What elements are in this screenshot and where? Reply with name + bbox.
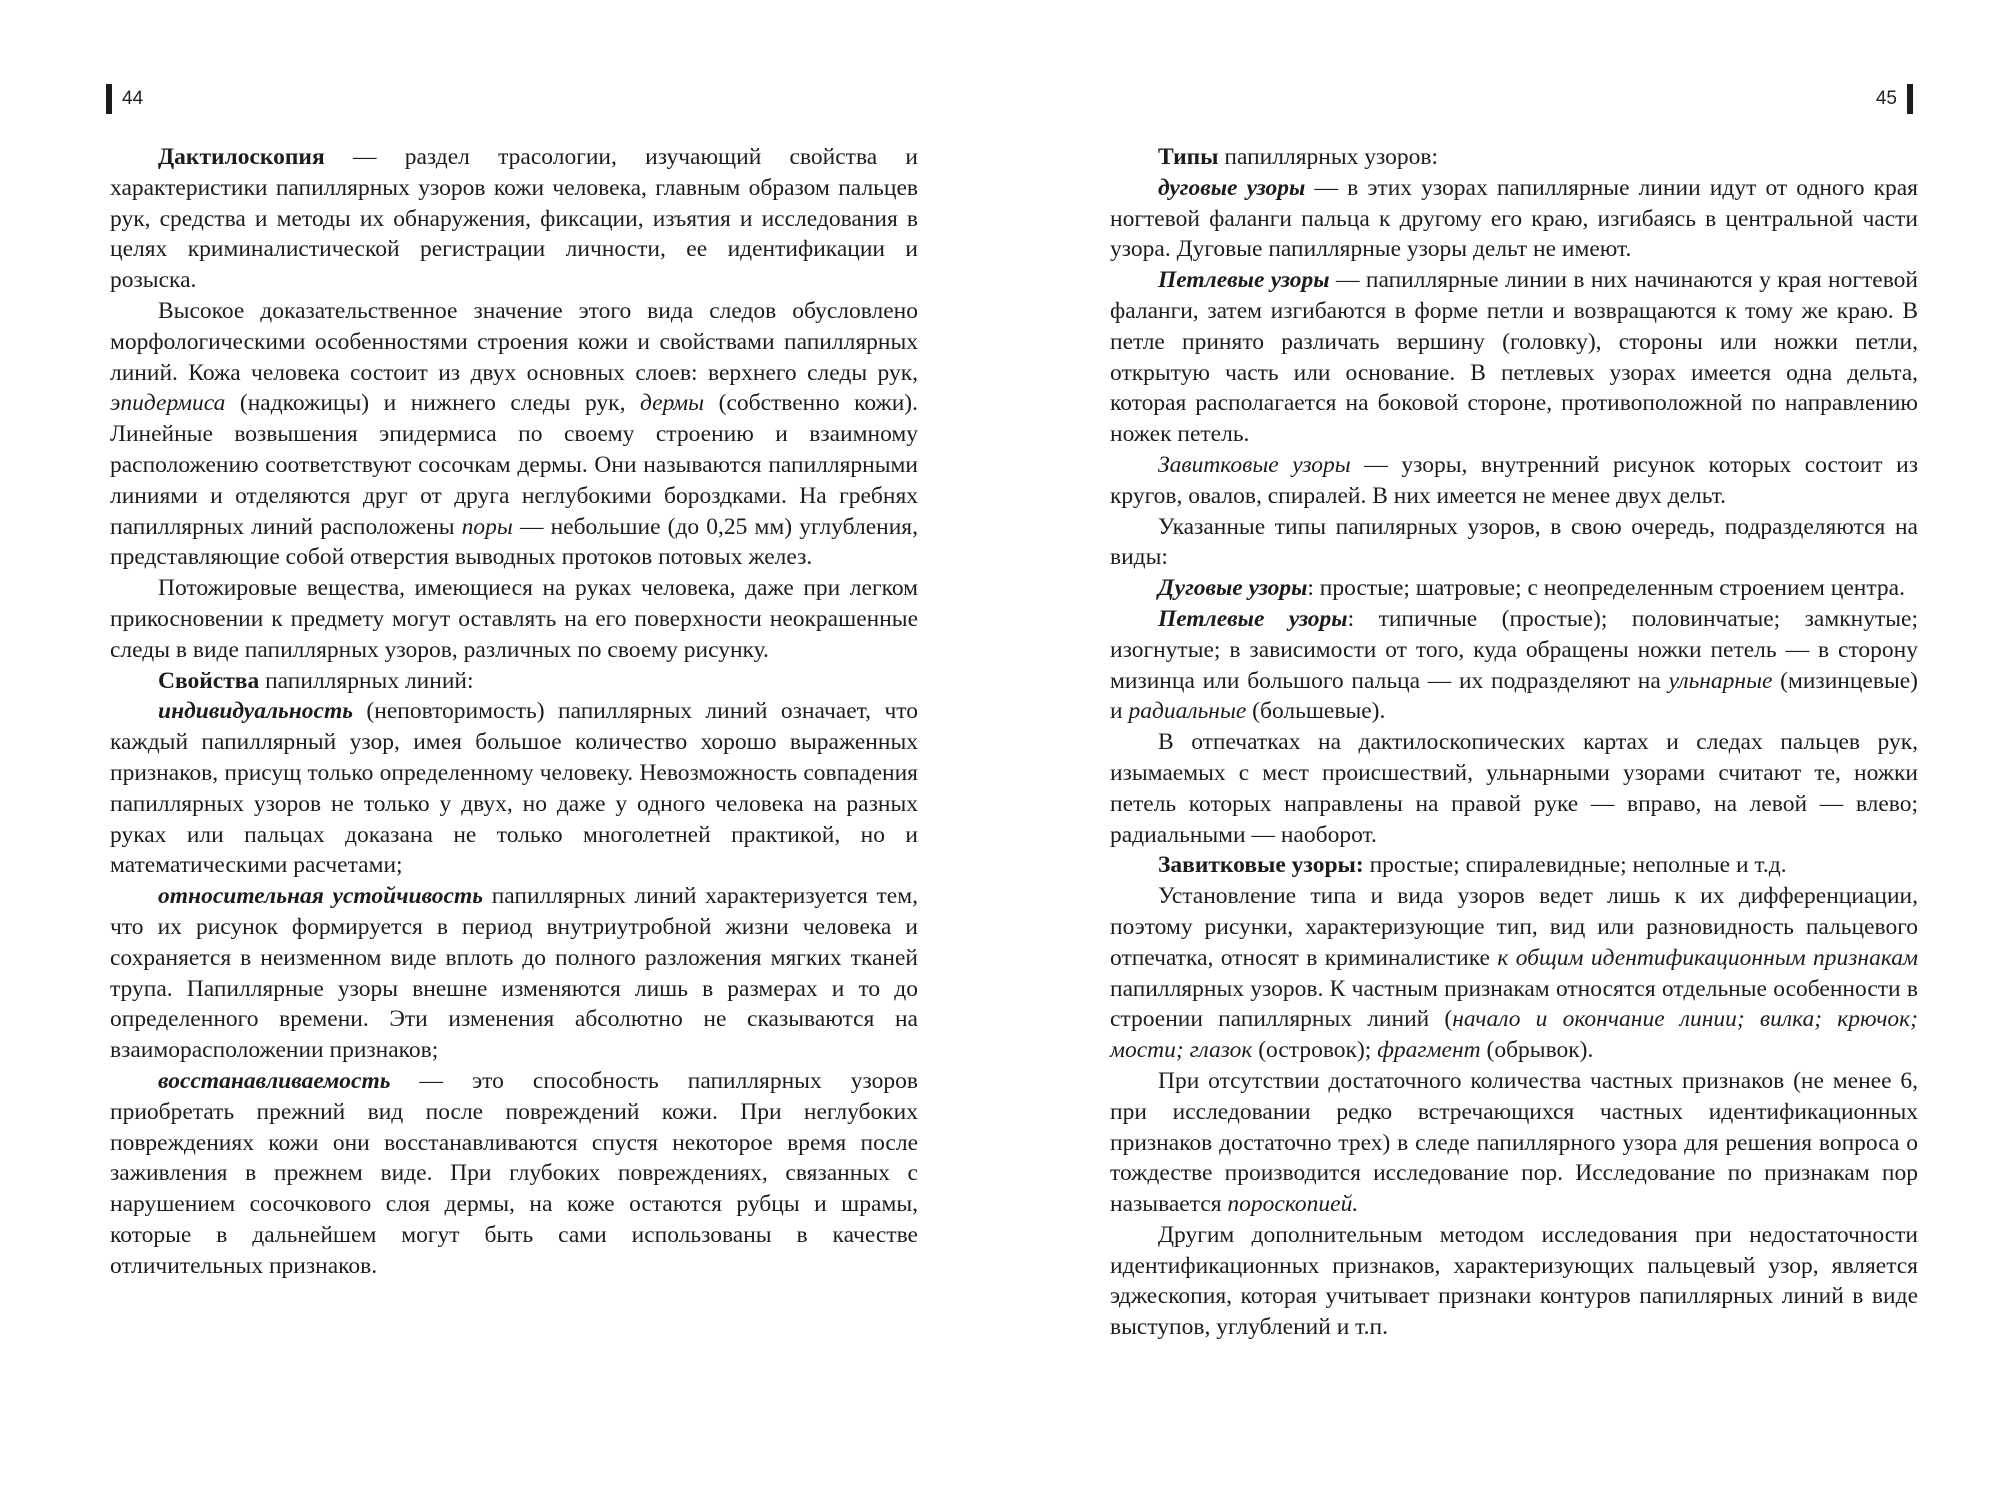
- text-run: (неповторимость) папиллярных линий означает, что каждый папиллярный узор, имея большое количество хорошо выраженных признаков, присущ только определенному человеку. Невозможность совпадения папиллярных узоров не только у двух, но даже у одного человека на разных руках или пальцах доказана не только многолетней практикой, но и математическими расчетами;: [110, 698, 918, 879]
- text-run: — в этих узорах папиллярные линии идут от одного края ногтевой фаланги пальца к другому его краю, изгибаясь в центральной части узора. Дуговые папиллярные узоры дельт не имеют.: [1110, 174, 1918, 263]
- page-number-right-text: 45: [1875, 88, 1897, 109]
- paragraph: [1110, 604, 1918, 727]
- right-page: [1000, 0, 2000, 1499]
- page-number-left-text: 44: [122, 88, 144, 109]
- term-bold: Дактилоскопия: [158, 144, 325, 170]
- text-run: папиллярных узоров. К частным признакам относятся отдельные особенности в строении папиллярных линий (: [1110, 975, 1918, 1033]
- paragraph: [110, 573, 918, 665]
- paragraph: [1110, 173, 1918, 265]
- paragraph: [110, 666, 918, 697]
- text-run: — узоры, внутренний рисунок которых состоит из кругов, овалов, спиралей. В них имеется не менее двух дельт.: [1110, 451, 1918, 509]
- text-run: : простые; шатровые; с неопределенным строением центра.: [1307, 575, 1905, 602]
- paragraph: [110, 296, 918, 573]
- folio-bar-left: [106, 84, 112, 114]
- paragraph: [110, 1066, 918, 1282]
- paragraph: [1110, 573, 1918, 604]
- text-run: При отсутствии достаточного количества частных признаков (не менее 6, при исследовании редко встречающихся частных идентификационных признаков достаточно трех) в следе папиллярного узора для решения вопроса о тождестве производится исследование пор. Исследование по признакам пор называется: [1110, 1067, 1918, 1218]
- text-run: Установление типа и вида узоров ведет лишь к их дифференциации, поэтому рисунки, характеризующие тип, вид или разновидность пальцевого отпечатка, относят в криминалистике: [1110, 883, 1918, 971]
- paragraph: [1110, 1066, 1918, 1220]
- text-run: — раздел трасологии, изучающий свойства и характеристики папиллярных узоров кожи человека, главным образом пальцев рук, средства и методы их обнаружения, фиксации, изъятия и исследования в целях криминалистической регистрации личности, ее идентификации и розыска.: [110, 144, 918, 294]
- text-run: (большевые).: [1246, 698, 1386, 725]
- paragraph: [110, 696, 918, 881]
- text-run: — папиллярные линии в них начинаются у края ногтевой фаланги, затем изгибаются в форме петли и возвращаются к тому же краю. В петле принято различать вершину (головку), стороны или ножки петли, открытую часть или основание. В петлевых узорах имеется одна дельта, которая располагается на боковой стороне, противоположной по направлению ножек петель.: [1110, 267, 1918, 448]
- text-run: простые; спиралевидные; неполные и т.д.: [1363, 852, 1787, 879]
- term-bold: индивидуальность: [158, 698, 353, 725]
- term-italic: ульнарные: [1668, 667, 1773, 694]
- term-italic: поры: [461, 513, 513, 540]
- text-run: Указанные типы папилярных узоров, в свою очередь, подразделяются на виды:: [1110, 513, 1918, 571]
- text-run: Потожировые вещества, имеющиеся на руках человека, даже при легком прикосновении к предмету могут оставлять на его поверхности неокрашенные следы в виде папиллярных узоров, различных по своему рисунку.: [110, 575, 918, 663]
- text-run: : типичные (простые); половинчатые; замкнутые; изогнутые; в зависимости от того, куда обращены ножки петель — в сторону мизинца или большого пальца — их подразделяют на: [1110, 605, 1918, 694]
- text-run: В отпечатках на дактилоскопических картах и следах пальцев рук, изымаемых с мест происшествий, ульнарными узорами считают те, ножки петель которых направлены на правой руке — вправо, на левой — влево; радиальными — наоборот.: [1110, 729, 1918, 848]
- term-bold: Петлевые узоры: [1158, 605, 1348, 632]
- right-text-column: [1110, 142, 1918, 1343]
- term-bold: относительная устойчивость: [158, 883, 484, 910]
- term-bold: Свойства: [158, 667, 260, 694]
- term-italic: фрагмент: [1377, 1037, 1481, 1064]
- term-italic: эпидермиса: [110, 390, 226, 417]
- paragraph: [1110, 1220, 1918, 1343]
- term-italic: дермы: [639, 390, 705, 417]
- paragraph: [1110, 850, 1918, 881]
- folio-bar-right: [1907, 84, 1913, 114]
- term-bold: Петлевые узоры: [1158, 267, 1330, 294]
- paragraph: [1110, 881, 1918, 1066]
- text-run: папиллярных узоров:: [1218, 144, 1439, 170]
- paragraph: [110, 881, 918, 1066]
- paragraph: [1110, 142, 1918, 173]
- paragraph: [1110, 512, 1918, 574]
- text-run: папиллярных линий:: [259, 667, 474, 694]
- text-run: (обрывок).: [1480, 1037, 1594, 1064]
- page-number-left: [106, 84, 143, 114]
- term-bold: Типы: [1158, 144, 1219, 170]
- text-run: (островок);: [1252, 1037, 1378, 1064]
- term-bold: дуговые узоры: [1158, 174, 1306, 201]
- text-run: (собственно кожи). Линейные возвышения эпидермиса по своему строению и взаимному расположению соответствуют сосочкам дермы. Они называются папиллярными линиями и отделяются друг от друга неглубокими бороздками. На гребнях папиллярных линий расположены: [110, 390, 918, 540]
- left-text-column: [110, 142, 918, 1281]
- paragraph: [1110, 265, 1918, 450]
- term-italic: начало и окончание линии; вилка; крючок; мости; глазок: [1110, 1006, 1918, 1064]
- term-italic: к общим идентификационным признакам: [1497, 944, 1918, 971]
- text-run: папиллярных линий характеризуется тем, что их рисунок формируется в период внутриутробной жизни человека и сохраняется в неизменном виде вплоть до полного разложения мягких тканей трупа. Папиллярные узоры внешне изменяются лишь в размерах и то до определенного времени. Эти изменения абсолютно не сказываются на взаиморасположении признаков;: [110, 883, 918, 1064]
- term-italic: Завитковые узоры: [1158, 451, 1351, 478]
- paragraph: [1110, 727, 1918, 850]
- term-italic: радиальные: [1128, 698, 1247, 725]
- text-run: — это способность папиллярных узоров приобретать прежний вид после повреждений кожи. При неглубоких повреждениях кожи они восстанавливаются спустя некоторое время после заживления в прежнем виде. При глубоких повреждениях, связанных с нарушением сосочкового слоя дермы, на коже остаются рубцы и шрамы, которые в дальнейшем могут быть сами использованы в качестве отличительных признаков.: [110, 1067, 918, 1279]
- term-italic: пороскопией.: [1227, 1191, 1359, 1218]
- term-bold: Завитковые узоры:: [1158, 852, 1364, 879]
- term-bold: восстанавливаемость: [158, 1067, 391, 1094]
- text-run: (мизинцевые) и: [1110, 667, 1919, 725]
- paragraph: [110, 142, 918, 296]
- paragraph: [1110, 450, 1918, 512]
- text-run: — небольшие (до 0,25 мм) углубления, представляющие собой отверстия выводных протоков потовых желез.: [110, 513, 918, 571]
- page-number-right: [1876, 84, 1913, 114]
- text-run: Другим дополнительным методом исследования при недостаточности идентификационных признаков, характеризующих пальцевый узор, является эджескопия, которая учитывает признаки контуров папиллярных линий в виде выступов, углублений и т.п.: [1110, 1221, 1918, 1341]
- text-run: Высокое доказательственное значение этого вида следов обусловлено морфологическими особенностями строения кожи и свойствами папиллярных линий. Кожа человека состоит из двух основных слоев: верхнего следы рук,: [110, 297, 918, 386]
- term-bold: Дуговые узоры: [1158, 575, 1308, 602]
- text-run: (надкожицы) и нижнего следы рук,: [225, 390, 640, 417]
